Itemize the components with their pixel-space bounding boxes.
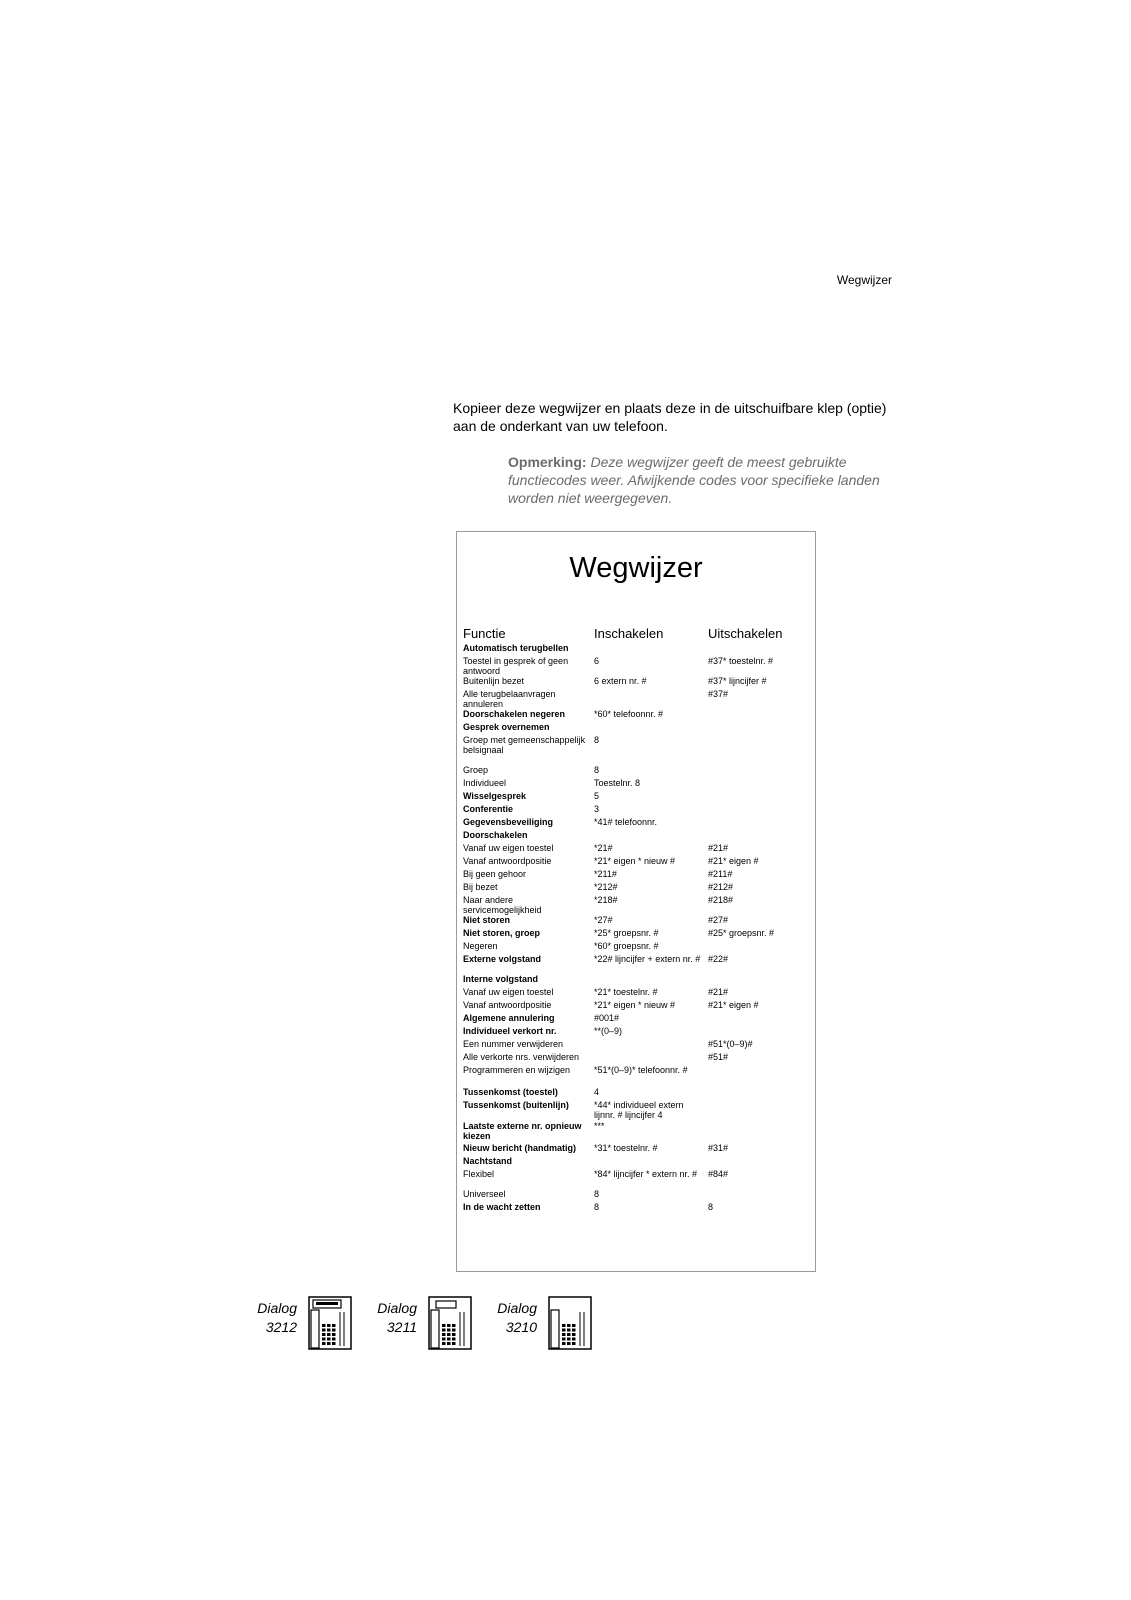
function-name: Nieuw bericht (handmatig) [463,1143,577,1153]
disable-code: #37# [708,689,729,699]
enable-code: *84* lijncijfer * extern nr. # [594,1169,698,1179]
function-name: Individueel [463,778,507,788]
function-name: Niet storen [463,915,511,925]
enable-code: *211# [594,869,617,879]
device-label [495,1299,537,1337]
enable-code: 6 extern nr. # [594,676,647,686]
enable-code: *60* groepsnr. # [594,941,659,951]
disable-code: #218# [708,895,734,905]
enable-code: 8 [594,1189,600,1199]
function-name: Doorschakelen negeren [463,709,566,719]
enable-code: *51*(0–9)* telefoonnr. # [594,1065,688,1075]
function-name: Groep met gemeenschappelijk belsignaal [463,735,586,755]
disable-code: #21# [708,843,729,853]
function-name: Algemene annulering [463,1013,555,1023]
function-name: Naar andere servicemogelijkheid [463,895,542,915]
function-name: Vanaf uw eigen toestel [463,843,554,853]
note [508,453,900,507]
device-model: 3211 [386,1319,417,1335]
enable-code: *25* groepsnr. # [594,928,659,938]
disable-code: #27# [708,915,729,925]
column-header-uitschakelen: Uitschakelen [708,626,783,641]
device-brand: Dialog [257,1300,297,1316]
note-label: Opmerking: [508,454,587,470]
enable-code: 5 [594,791,600,801]
column-header-functie: Functie [463,626,506,641]
function-name: Vanaf antwoordpositie [463,856,552,866]
enable-code: 8 [594,765,600,775]
enable-code: *212# [594,882,618,892]
enable-code: 6 [594,656,600,666]
enable-code: *41# telefoonnr. [594,817,658,827]
enable-code: *218# [594,895,618,905]
disable-code: #22# [708,954,729,964]
function-name: Gesprek overnemen [463,722,550,732]
function-name: Flexibel [463,1169,495,1179]
disable-code: #21* eigen # [708,1000,759,1010]
enable-code: *27# [594,915,613,925]
device-brand: Dialog [497,1300,537,1316]
function-name: Tussenkomst (toestel) [463,1087,558,1097]
enable-code: 3 [594,804,600,814]
function-name: Tussenkomst (buitenlijn) [463,1100,569,1110]
disable-code: #84# [708,1169,729,1179]
function-name: Vanaf antwoordpositie [463,1000,552,1010]
reference-card [456,531,816,1272]
function-name: Laatste externe nr. opnieuw kiezen [463,1121,582,1141]
disable-code: #212# [708,882,734,892]
function-name: Groep [463,765,489,775]
device-model: 3210 [505,1319,537,1335]
enable-code: *** [594,1121,605,1131]
function-name: Wisselgesprek [463,791,526,801]
function-name: Gegevensbeveiliging [463,817,554,827]
note-text: Deze wegwijzer geeft de meest gebruikte functiecodes weer. Afwijkende codes voor specifieke landen worden niet weergegeven. [508,454,880,506]
disable-code: #21# [708,987,729,997]
disable-code: #37* toestelnr. # [708,656,774,666]
enable-code: *21* toestelnr. # [594,987,658,997]
enable-code: *31* toestelnr. # [594,1143,658,1153]
enable-code: *21# [594,843,613,853]
function-name: In de wacht zetten [463,1202,541,1212]
function-name: Externe volgstand [463,954,542,964]
function-name: Interne volgstand [463,974,539,984]
enable-code: 4 [594,1087,600,1097]
function-name: Bij geen gehoor [463,869,527,879]
disable-code: #31# [708,1143,729,1153]
function-name: Bij bezet [463,882,498,892]
page-header-title: Wegwijzer [836,273,892,287]
enable-code: *44* individueel extern lijnnr. # lijncijfer 4 [594,1100,684,1120]
function-name: Universeel [463,1189,506,1199]
device-list [255,1296,595,1356]
disable-code: #37* lijncijfer # [708,676,767,686]
device-item [495,1296,595,1352]
function-name: Doorschakelen [463,830,528,840]
function-name: Niet storen, groep [463,928,541,938]
card-title: Wegwijzer [569,552,703,584]
function-name: Buitenlijn bezet [463,676,525,686]
enable-code: *21* eigen * nieuw # [594,1000,676,1010]
function-name: Automatisch terugbellen [463,643,569,653]
disable-code: #51*(0–9)# [708,1039,753,1049]
device-item [375,1296,475,1352]
enable-code: 8 [594,1202,600,1212]
intro-text: Kopieer deze wegwijzer en plaats deze in de uitschuifbare klep (optie) aan de onderkant van uw telefoon. [453,400,887,434]
enable-code: *60* telefoonnr. # [594,709,664,719]
function-name: Alle verkorte nrs. verwijderen [463,1052,580,1062]
disable-code: #21* eigen # [708,856,759,866]
function-name: Toestel in gesprek of geen antwoord [463,656,569,676]
disable-code: #51# [708,1052,729,1062]
disable-code: 8 [708,1202,714,1212]
device-label [375,1299,417,1337]
device-brand: Dialog [377,1300,417,1316]
enable-code: *21* eigen * nieuw # [594,856,676,866]
function-name: Vanaf uw eigen toestel [463,987,554,997]
function-name: Alle terugbelaanvragen annuleren [463,689,556,709]
column-header-inschakelen: Inschakelen [594,626,664,641]
function-name: Conferentie [463,804,514,814]
enable-code: Toestelnr. 8 [594,778,641,788]
device-label [255,1299,297,1337]
enable-code: **(0–9) [594,1026,623,1036]
disable-code: #25* groepsnr. # [708,928,775,938]
function-name: Programmeren en wijzigen [463,1065,571,1075]
enable-code: 8 [594,735,600,745]
enable-code: *22# lijncijfer + extern nr. # [594,954,701,964]
function-name: Negeren [463,941,498,951]
device-model: 3212 [265,1319,297,1335]
function-name: Individueel verkort nr. [463,1026,557,1036]
function-name: Nachtstand [463,1156,513,1166]
function-name: Een nummer verwijderen [463,1039,564,1049]
disable-code: #211# [708,869,733,879]
enable-code: #001# [594,1013,620,1023]
device-item [255,1296,355,1352]
